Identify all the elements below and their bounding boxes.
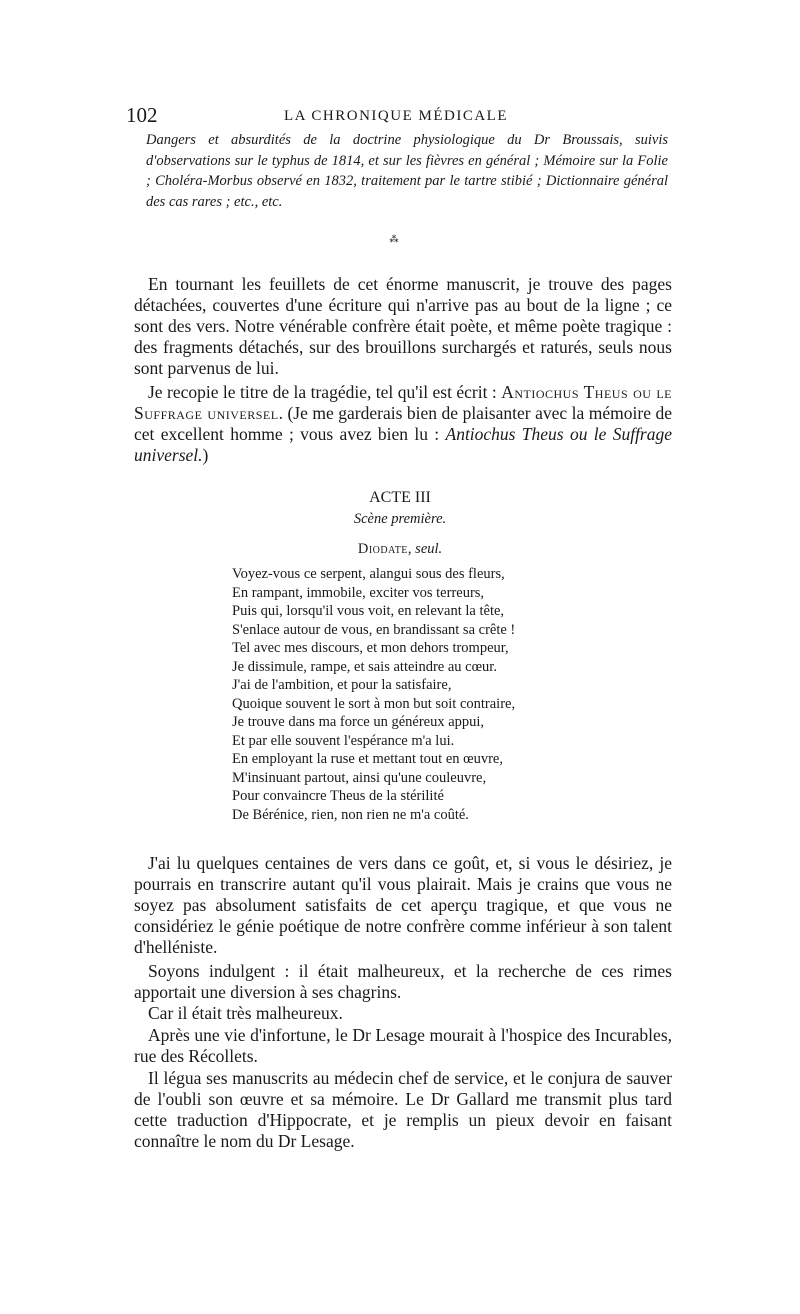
verse-line: S'enlace autour de vous, en brandissant sa crête ! xyxy=(232,621,516,638)
paragraph-verses-comment: J'ai lu quelques centaines de vers dans ce goût, et, si vous le désiriez, je pourrais en transcrire autant qu'il vous plairait. Mais je crains que vous ne soyez pas absolument satisfaits de cet aperçu tragique, et que vous ne considériez le génie poétique de notre confrère comme inférieur à son talent d'helléniste. xyxy=(134,853,672,957)
speaker-note: seul. xyxy=(415,541,443,557)
speaker-line xyxy=(0,541,800,558)
verse-line: J'ai de l'ambition, et pour la satisfaire, xyxy=(232,677,452,693)
paragraph-title xyxy=(134,382,672,466)
speaker-name: Diodate xyxy=(357,541,408,557)
verse-line: En employant la ruse et mettant tout en œuvre, xyxy=(232,751,503,767)
verse-line: Tel avec mes discours, et mon dehors trompeur, xyxy=(232,640,509,656)
verse-line: En rampant, immobile, exciter vos terreurs, xyxy=(232,584,485,601)
paragraph-unhappy: Car il était très malheureux. xyxy=(148,1003,343,1023)
verse-line: Je dissimule, rampe, et sais atteindre au cœur. xyxy=(232,658,497,675)
verse-line: Quoique souvent le sort à mon but soit contraire, xyxy=(232,695,516,712)
paragraph-manuscript: En tournant les feuillets de cet énorme manuscrit, je trouve des pages détachées, couvertes d'une écriture qui n'arrive pas au bout de la ligne ; ce sont des vers. Notre vénérable confrère était poète, et même poète tragique : des fragments détachés, sur des brouillons surchargés et raturés, seuls nous sont parvenus de lui. xyxy=(134,274,672,378)
running-head: LA CHRONIQUE MÉDICALE xyxy=(284,108,508,124)
paragraph-death: Après une vie d'infortune, le Dr Lesage mourait à l'hospice des Incurables, rue des Récollets. xyxy=(134,1025,672,1066)
paragraph-indulgent: Soyons indulgent : il était malheureux, et la recherche de ces rimes apportait une diversion à ses chagrins. xyxy=(134,961,672,1002)
tragedy-title-caps: Antiochus Theus ou le Suffrage universel xyxy=(134,382,672,423)
speaker-separator: , xyxy=(407,541,416,557)
verse-line: Et par elle souvent l'espérance m'a lui. xyxy=(232,732,455,749)
act-heading: ACTE III xyxy=(369,489,431,506)
title-intro-text: Je recopie le titre de la tragédie, tel qu'il est écrit : xyxy=(148,382,502,402)
verse-line: Puis qui, lorsqu'il vous voit, en relevant la tête, xyxy=(232,603,505,619)
title-middle-text: . (Je me garderais bien de plaisanter avec la mémoire de cet excellent homme ; vous avez bien lu : xyxy=(134,403,673,444)
asterism-ornament: ⁂ xyxy=(389,234,399,244)
verse-line: M'insinuant partout, ainsi qu'une couleuvre, xyxy=(232,769,487,786)
verse-line: Je trouve dans ma force un généreux appui, xyxy=(232,714,485,730)
verse-block xyxy=(232,565,515,824)
verse-line: Pour convaincre Theus de la stérilité xyxy=(232,788,444,804)
paragraph-legacy: Il légua ses manuscrits au médecin chef de service, et le conjura de sauver de l'oubli son œuvre et sa mémoire. Le Dr Gallard me transmit plus tard cette traduction d'Hippocrate, et je remplis un pieux devoir en faisant connaître le nom du Dr Lesage. xyxy=(134,1068,672,1151)
verse-line: Voyez-vous ce serpent, alangui sous des fleurs, xyxy=(232,566,505,582)
verse-line: De Bérénice, rien, non rien ne m'a coûté. xyxy=(232,806,469,823)
title-after-text: ) xyxy=(202,445,209,465)
tragedy-title-italic: Antiochus Theus ou le Suffrage universel. xyxy=(134,424,673,465)
scene-heading: Scène première. xyxy=(353,511,447,527)
page-number: 102 xyxy=(126,103,158,127)
intro-paragraph: Dangers et absurdités de la doctrine physiologique du Dr Broussais, suivis d'observations sur le typhus de 1814, et sur les fièvres en général ; Mémoire sur la Folie ; Choléra-Morbus observé en 1832, traitement par le tartre stibié ; Dictionnaire général des cas rares ; etc., etc. xyxy=(146,132,668,210)
